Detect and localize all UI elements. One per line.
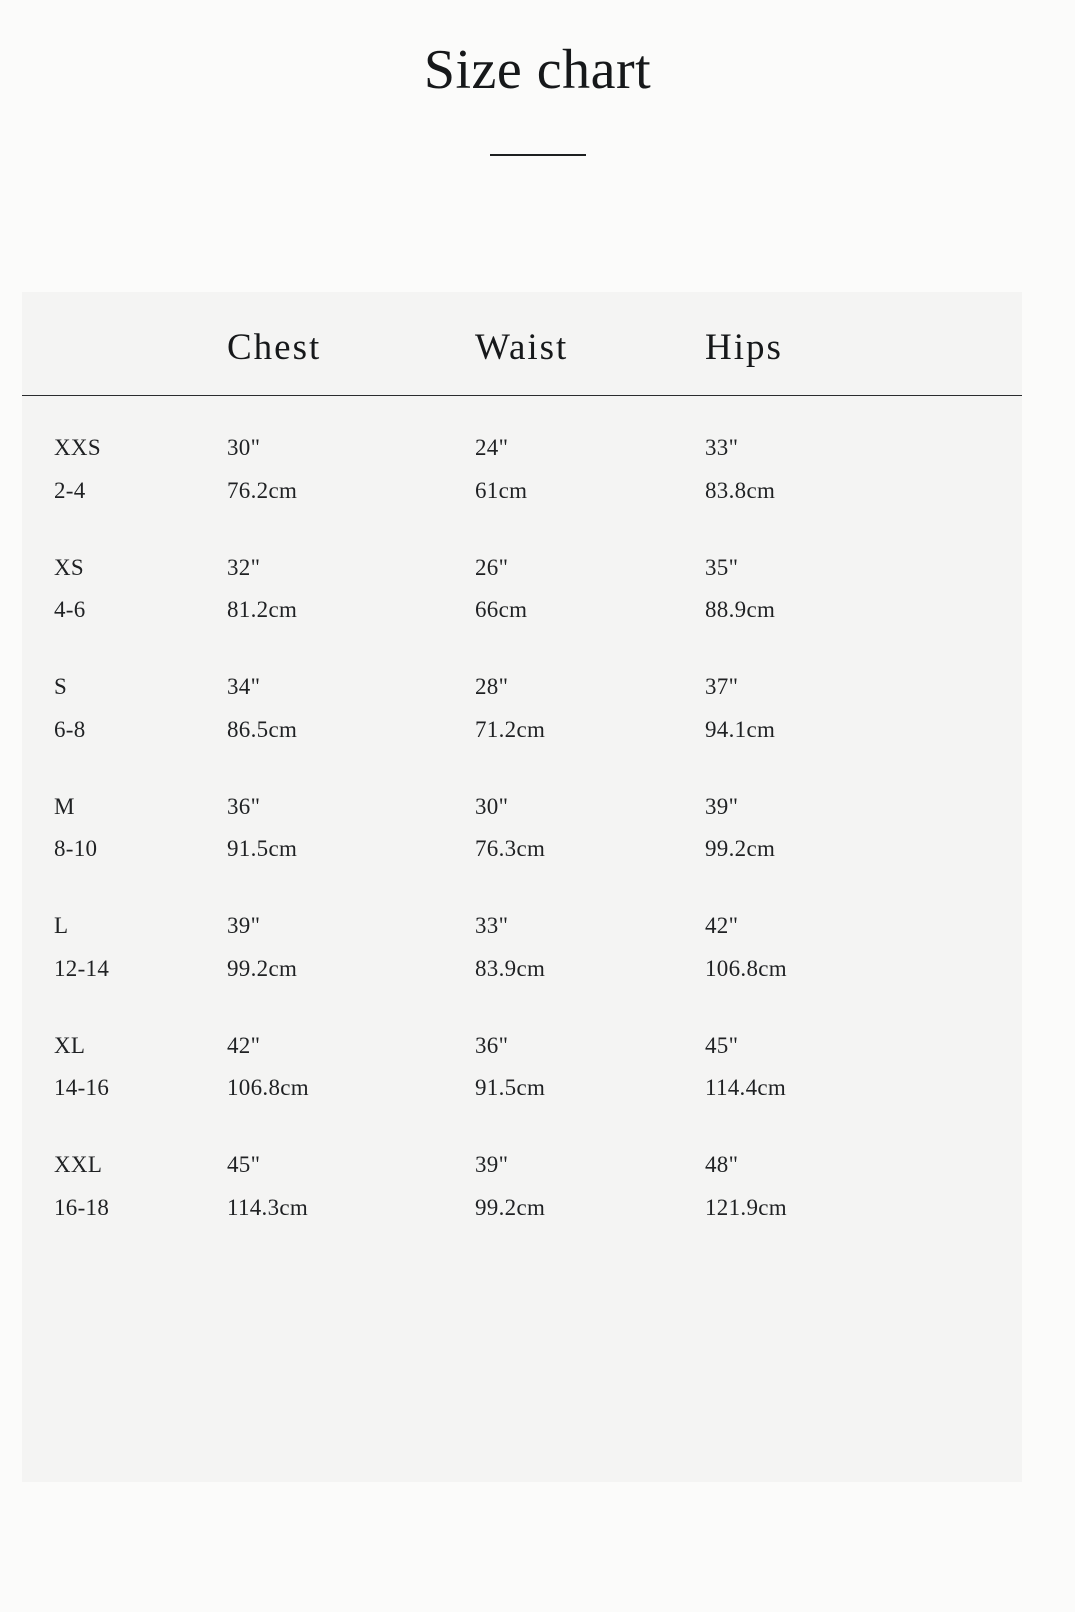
table-row xyxy=(22,1113,1022,1180)
cell-chest-inches: 34" xyxy=(227,674,261,699)
page-title: Size chart xyxy=(423,39,652,101)
cell-hips-inches: 42" xyxy=(705,913,739,938)
cell-size-label: XS xyxy=(54,554,85,580)
table-row xyxy=(22,994,1022,1061)
cell-hips-cm: 88.9cm xyxy=(705,597,776,623)
size-chart-table xyxy=(22,292,1022,1233)
column-header-chest: Chest xyxy=(227,292,475,396)
cell-hips-inches: 35" xyxy=(705,554,739,580)
cell-size-numeric: 14-16 xyxy=(54,1075,110,1101)
cell-hips-cm: 99.2cm xyxy=(705,836,776,862)
cell-size-label: M xyxy=(54,793,75,819)
table-header-row xyxy=(22,292,1022,396)
cell-waist-cm: 61cm xyxy=(475,477,528,503)
cell-size-numeric: 8-10 xyxy=(54,836,98,862)
size-label: XXS xyxy=(54,435,101,460)
cell-chest-cm: 114.3cm xyxy=(227,1194,309,1220)
cell-waist-cm: 83.9cm xyxy=(475,955,546,981)
title-divider xyxy=(490,154,586,156)
cell-waist-inches: 33" xyxy=(475,913,509,938)
cell-chest-cm: 99.2cm xyxy=(227,955,298,981)
cell-waist-cm: 99.2cm xyxy=(475,1194,546,1220)
cell-chest-inches: 39" xyxy=(227,913,261,938)
cell-chest-cm: 106.8cm xyxy=(227,1075,309,1101)
cell-hips-inches: 37" xyxy=(705,674,739,699)
cell-chest-inches: 32" xyxy=(227,554,261,580)
cell-waist-inches: 36" xyxy=(475,1032,509,1058)
cell-hips-cm: 106.8cm xyxy=(705,955,787,981)
column-header-size xyxy=(22,292,227,396)
cell-waist-inches: 30" xyxy=(475,793,509,819)
cell-size-numeric: 12-14 xyxy=(54,955,110,981)
table-row xyxy=(22,702,1022,755)
cell-chest-inches: 45" xyxy=(227,1152,261,1177)
table-row xyxy=(22,1180,1022,1233)
cell-hips-inches: 45" xyxy=(705,1032,739,1058)
table-row xyxy=(22,635,1022,702)
cell-size-numeric: 6-8 xyxy=(54,716,86,742)
table-row xyxy=(22,463,1022,516)
cell-hips-cm: 94.1cm xyxy=(705,716,776,742)
cell-hips-inches: 33" xyxy=(705,435,739,460)
table-row xyxy=(22,516,1022,583)
cell-waist-inches: 28" xyxy=(475,674,509,699)
cell-size-numeric: 2-4 xyxy=(54,477,86,503)
cell-size-label: L xyxy=(54,913,69,938)
table-row xyxy=(22,396,1022,463)
table-row xyxy=(22,582,1022,635)
cell-hips-cm: 83.8cm xyxy=(705,477,776,503)
cell-hips-cm: 114.4cm xyxy=(705,1075,787,1101)
cell-waist-cm: 71.2cm xyxy=(475,716,546,742)
table-row xyxy=(22,874,1022,941)
cell-size-numeric: 4-6 xyxy=(54,597,86,623)
cell-chest-inches: 42" xyxy=(227,1032,261,1058)
table-row xyxy=(22,821,1022,874)
cell-chest-cm: 81.2cm xyxy=(227,597,298,623)
cell-waist-cm: 76.3cm xyxy=(475,836,546,862)
cell-chest-inches: 36" xyxy=(227,793,261,819)
cell-hips-inches: 48" xyxy=(705,1152,739,1177)
column-header-hips: Hips xyxy=(705,292,1022,396)
cell-hips-cm: 121.9cm xyxy=(705,1194,787,1220)
cell-waist-inches: 39" xyxy=(475,1152,509,1177)
cell-hips-inches: 39" xyxy=(705,793,739,819)
cell-chest-cm: 76.2cm xyxy=(227,477,298,503)
table-row xyxy=(22,1060,1022,1113)
cell-chest-inches: 30" xyxy=(227,435,261,460)
cell-size-label: XL xyxy=(54,1032,86,1058)
cell-size-label xyxy=(22,396,227,463)
cell-waist-inches: 26" xyxy=(475,554,509,580)
cell-chest-cm: 91.5cm xyxy=(227,836,298,862)
cell-size-label: XXL xyxy=(54,1152,103,1177)
cell-size-numeric: 16-18 xyxy=(54,1194,110,1220)
cell-waist-cm: 66cm xyxy=(475,597,528,623)
cell-size-label: S xyxy=(54,674,68,699)
cell-waist-cm: 91.5cm xyxy=(475,1075,546,1101)
table-row xyxy=(22,941,1022,994)
table-body xyxy=(22,396,1022,1233)
cell-chest-cm: 86.5cm xyxy=(227,716,298,742)
table-row xyxy=(22,755,1022,822)
size-chart-panel xyxy=(22,292,1022,1482)
cell-waist-inches: 24" xyxy=(475,435,509,460)
table-header xyxy=(22,292,1022,396)
column-header-waist: Waist xyxy=(475,292,705,396)
